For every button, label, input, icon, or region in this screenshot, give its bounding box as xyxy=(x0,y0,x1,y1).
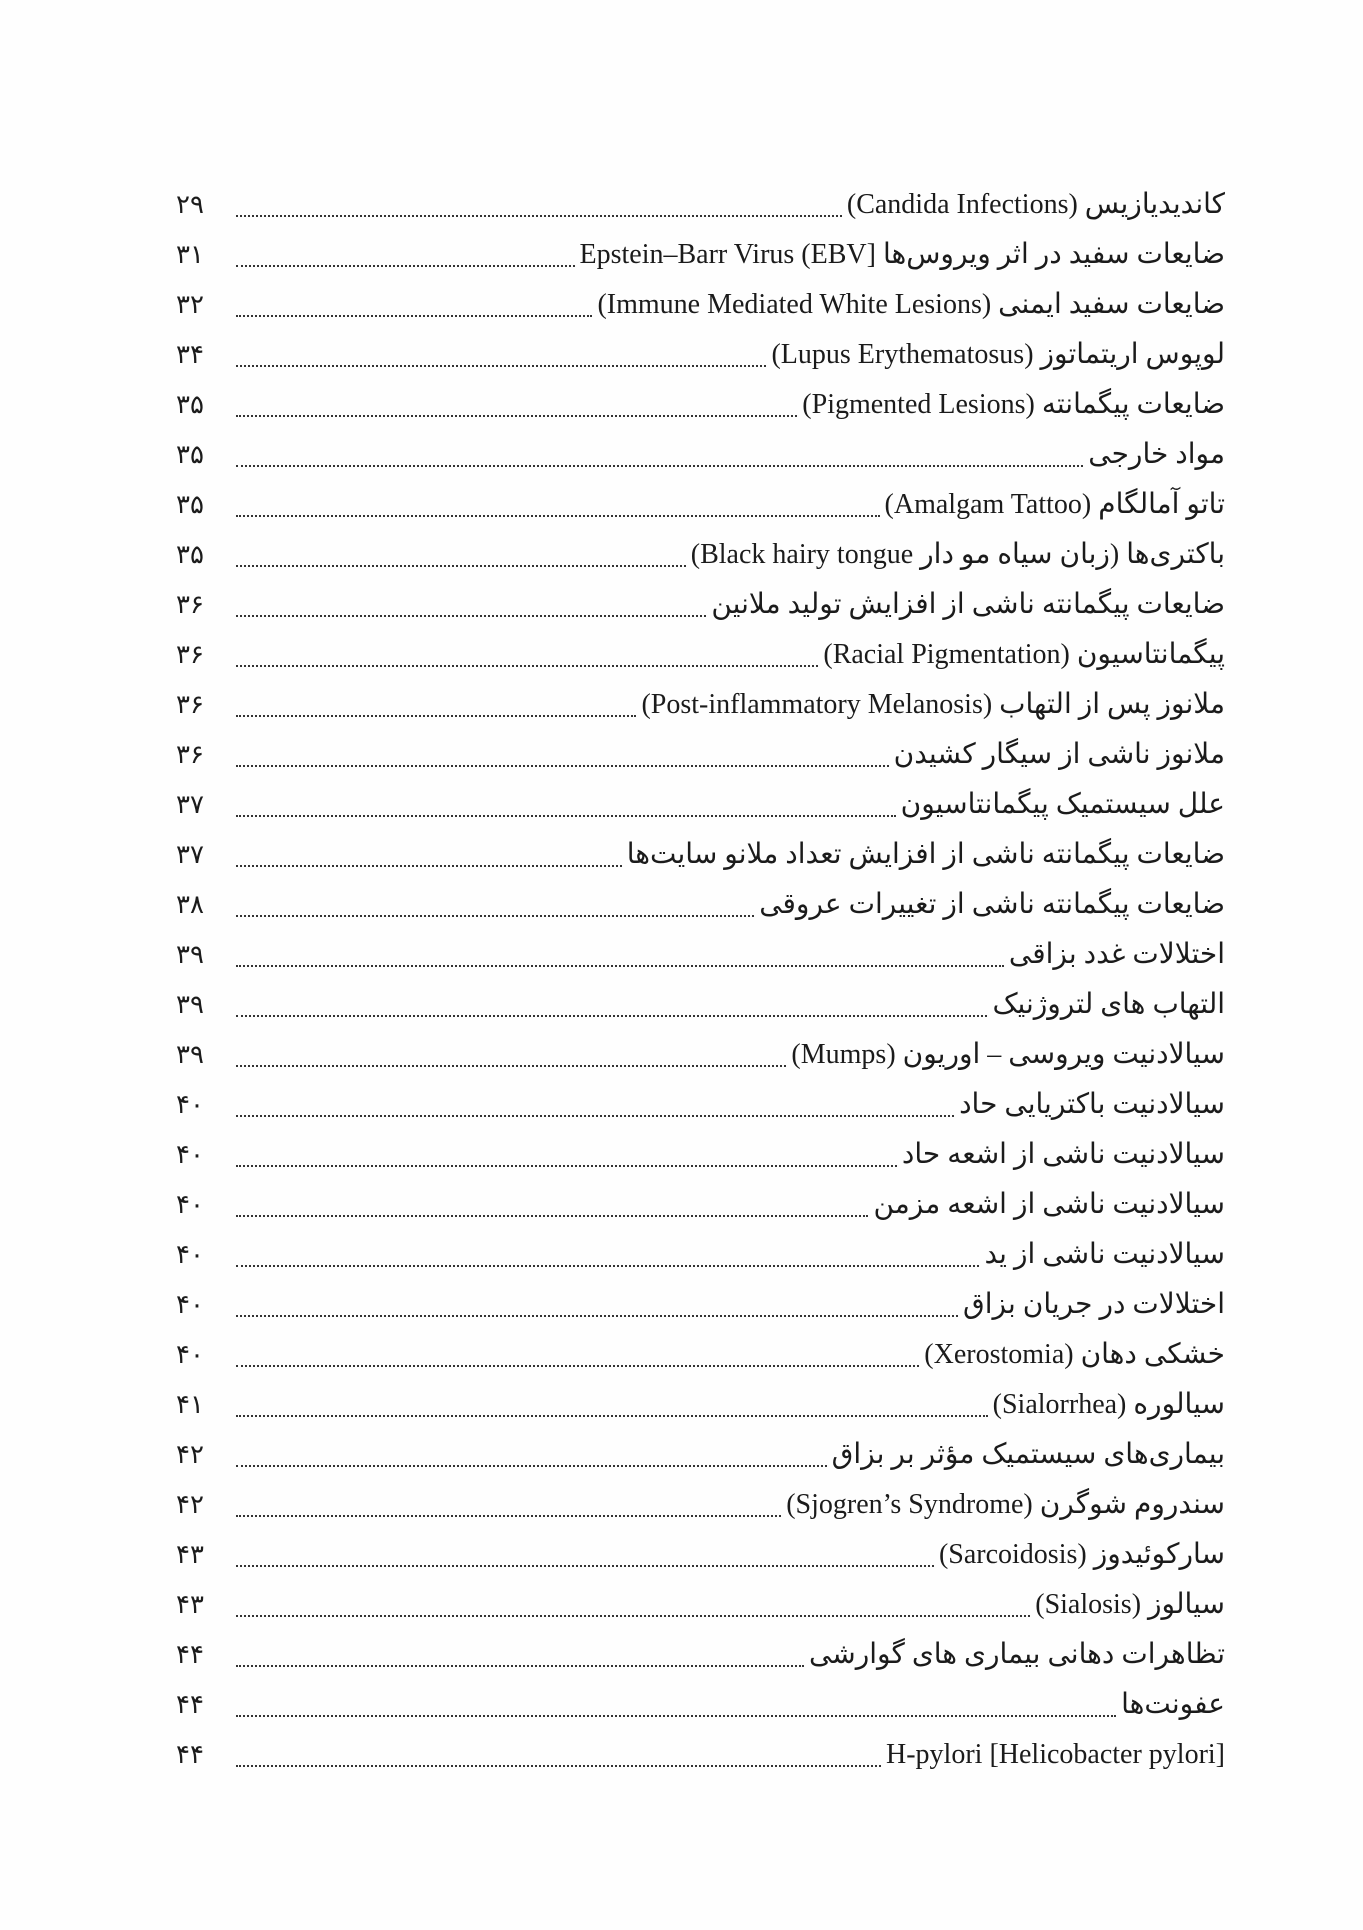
toc-entry xyxy=(176,1080,1225,1130)
toc-entry-title: سیالوره (Sialorrhea) xyxy=(992,1389,1225,1420)
toc-entry-title: ملانوز ناشی از سیگار کشیدن xyxy=(893,739,1225,770)
toc-entry-page-number: ۳۷ xyxy=(176,840,204,870)
toc-entry xyxy=(176,780,1225,830)
toc-entry xyxy=(176,430,1225,480)
dot-leader xyxy=(236,665,818,667)
toc-entry-page-number: ۴۴ xyxy=(176,1640,204,1670)
toc-entry xyxy=(176,1730,1225,1780)
toc-entry-page-number: ۴۱ xyxy=(176,1390,204,1420)
toc-entry xyxy=(176,630,1225,680)
toc-entry-title: باکتری‌ها (زبان سیاه مو دار Black hairy tongue) xyxy=(690,539,1225,570)
toc-entry xyxy=(176,1180,1225,1230)
toc-entry-page-number: ۴۲ xyxy=(176,1490,204,1520)
toc-entry xyxy=(176,980,1225,1030)
dot-leader xyxy=(236,1215,868,1217)
toc-entry-page-number: ۲۹ xyxy=(176,190,204,220)
toc-entry xyxy=(176,380,1225,430)
toc-entry xyxy=(176,280,1225,330)
toc-entry-page-number: ۳۸ xyxy=(176,890,204,920)
toc-entry-page-number: ۴۳ xyxy=(176,1590,204,1620)
toc-entry xyxy=(176,1330,1225,1380)
dot-leader xyxy=(236,1165,897,1167)
toc-entry-title: تظاهرات دهانی بیماری های گوارشی xyxy=(808,1639,1225,1670)
toc-entry-title: سیالادنیت ناشی از اشعه حاد xyxy=(901,1139,1225,1170)
toc-entry-page-number: ۳۲ xyxy=(176,290,204,320)
dot-leader xyxy=(236,815,896,817)
toc-entry-page-number: ۳۵ xyxy=(176,440,204,470)
dot-leader xyxy=(236,965,1004,967)
toc-entry-page-number: ۳۶ xyxy=(176,690,204,720)
toc-entry-title: ضایعات پیگمانته ناشی از تغییرات عروقی xyxy=(759,889,1225,920)
dot-leader xyxy=(236,1765,881,1767)
dot-leader xyxy=(236,1715,1116,1717)
dot-leader xyxy=(236,1515,781,1517)
dot-leader xyxy=(236,1015,987,1017)
dot-leader xyxy=(236,215,842,217)
toc-entry-title: تاتو آمالگام (Amalgam Tattoo) xyxy=(884,489,1225,520)
toc-entry-title: اختلالات غدد بزاقی xyxy=(1008,939,1225,970)
toc-entry-page-number: ۳۵ xyxy=(176,540,204,570)
toc-entry-page-number: ۴۲ xyxy=(176,1440,204,1470)
toc-entry-page-number: ۴۴ xyxy=(176,1690,204,1720)
dot-leader xyxy=(236,315,592,317)
toc-entry-page-number: ۳۴ xyxy=(176,340,204,370)
dot-leader xyxy=(236,615,706,617)
toc-list xyxy=(176,180,1225,1780)
toc-entry xyxy=(176,680,1225,730)
toc-entry xyxy=(176,230,1225,280)
toc-entry-title: کاندیدیازیس (Candida Infections) xyxy=(846,189,1225,220)
toc-entry-title: اختلالات در جریان بزاق xyxy=(963,1289,1225,1320)
dot-leader xyxy=(236,1315,958,1317)
toc-entry xyxy=(176,1380,1225,1430)
toc-entry-title: سیالادنیت ناشی از اشعه مزمن xyxy=(873,1189,1225,1220)
toc-entry-page-number: ۴۴ xyxy=(176,1740,204,1770)
toc-entry-page-number: ۴۰ xyxy=(176,1340,204,1370)
toc-entry xyxy=(176,330,1225,380)
toc-entry-title: ملانوز پس از التهاب (Post-inflammatory Melanosis) xyxy=(641,689,1225,720)
toc-entry xyxy=(176,1680,1225,1730)
toc-entry-title: ضایعات پیگمانته (Pigmented Lesions) xyxy=(802,389,1225,420)
dot-leader xyxy=(236,1665,804,1667)
toc-entry-page-number: ۳۶ xyxy=(176,640,204,670)
toc-entry-page-number: ۳۹ xyxy=(176,1040,204,1070)
toc-entry-title: مواد خارجی xyxy=(1088,439,1225,470)
toc-entry xyxy=(176,1480,1225,1530)
toc-entry-title: خشکی دهان (Xerostomia) xyxy=(924,1339,1225,1370)
dot-leader xyxy=(236,265,575,267)
dot-leader xyxy=(236,1565,934,1567)
toc-entry xyxy=(176,1230,1225,1280)
toc-entry-title: سیالوز (Sialosis) xyxy=(1035,1589,1225,1620)
toc-entry-page-number: ۴۰ xyxy=(176,1140,204,1170)
dot-leader xyxy=(236,1115,954,1117)
toc-entry xyxy=(176,530,1225,580)
toc-entry-page-number: ۳۶ xyxy=(176,740,204,770)
toc-entry xyxy=(176,730,1225,780)
toc-entry-page-number: ۳۷ xyxy=(176,790,204,820)
toc-entry xyxy=(176,930,1225,980)
toc-entry xyxy=(176,1530,1225,1580)
toc-entry xyxy=(176,1580,1225,1630)
toc-entry xyxy=(176,1430,1225,1480)
toc-entry-title: بیماری‌های سیستمیک مؤثر بر بزاق xyxy=(831,1439,1225,1470)
toc-entry-title: سندروم شوگرن (Sjogren’s Syndrome) xyxy=(786,1489,1225,1520)
toc-entry xyxy=(176,480,1225,530)
toc-entry xyxy=(176,830,1225,880)
toc-entry xyxy=(176,1130,1225,1180)
toc-entry-page-number: ۳۶ xyxy=(176,590,204,620)
toc-entry-title: التهاب های لتروژنیک xyxy=(992,989,1225,1020)
dot-leader xyxy=(236,915,754,917)
toc-entry-title: ضایعات سفید ایمنی (Immune Mediated White Lesions) xyxy=(597,289,1225,320)
dot-leader xyxy=(236,765,889,767)
toc-entry-page-number: ۳۹ xyxy=(176,990,204,1020)
toc-entry-title: سیالادنیت ناشی از ید xyxy=(984,1239,1225,1270)
toc-entry-page-number: ۳۹ xyxy=(176,940,204,970)
toc-entry xyxy=(176,880,1225,930)
toc-entry-title: سیالادنیت باکتریایی حاد xyxy=(959,1089,1225,1120)
toc-entry xyxy=(176,1030,1225,1080)
dot-leader xyxy=(236,715,636,717)
dot-leader xyxy=(236,465,1083,467)
dot-leader xyxy=(236,1465,827,1467)
toc-entry-page-number: ۳۱ xyxy=(176,240,204,270)
toc-entry-title: لوپوس اریتماتوز (Lupus Erythematosus) xyxy=(771,339,1225,370)
toc-entry-page-number: ۴۰ xyxy=(176,1290,204,1320)
dot-leader xyxy=(236,1265,979,1267)
toc-entry-title: سیالادنیت ویروسی – اوریون (Mumps) xyxy=(791,1039,1225,1070)
dot-leader xyxy=(236,1365,919,1367)
toc-entry-title: علل سیستمیک پیگمانتاسیون xyxy=(900,789,1225,820)
dot-leader xyxy=(236,415,797,417)
toc-entry-title: عفونت‌ها xyxy=(1121,1689,1225,1720)
toc-entry-title: ضایعات پیگمانته ناشی از افزایش تولید ملانین xyxy=(711,589,1225,620)
toc-entry xyxy=(176,180,1225,230)
toc-entry-page-number: ۴۰ xyxy=(176,1090,204,1120)
toc-entry-title: ضایعات پیگمانته ناشی از افزایش تعداد ملانو سایت‌ها xyxy=(626,839,1225,870)
dot-leader xyxy=(236,1415,988,1417)
toc-entry-title: H-pylori [Helicobacter pylori] xyxy=(886,1739,1225,1770)
toc-entry-page-number: ۴۰ xyxy=(176,1190,204,1220)
toc-entry xyxy=(176,580,1225,630)
toc-entry-title: سارکوئیدوز (Sarcoidosis) xyxy=(938,1539,1225,1570)
toc-entry-page-number: ۴۳ xyxy=(176,1540,204,1570)
toc-entry-page-number: ۳۵ xyxy=(176,490,204,520)
dot-leader xyxy=(236,1615,1030,1617)
dot-leader xyxy=(236,515,880,517)
dot-leader xyxy=(236,365,766,367)
dot-leader xyxy=(236,865,622,867)
dot-leader xyxy=(236,1065,786,1067)
toc-entry-title: پیگمانتاسیون (Racial Pigmentation) xyxy=(823,639,1225,670)
dot-leader xyxy=(236,565,686,567)
toc-entry-page-number: ۳۵ xyxy=(176,390,204,420)
toc-entry-page-number: ۴۰ xyxy=(176,1240,204,1270)
toc-entry-title: ضایعات سفید در اثر ویروس‌ها [Epstein–Barr Virus (EBV xyxy=(579,239,1225,270)
toc-entry xyxy=(176,1280,1225,1330)
toc-entry xyxy=(176,1630,1225,1680)
